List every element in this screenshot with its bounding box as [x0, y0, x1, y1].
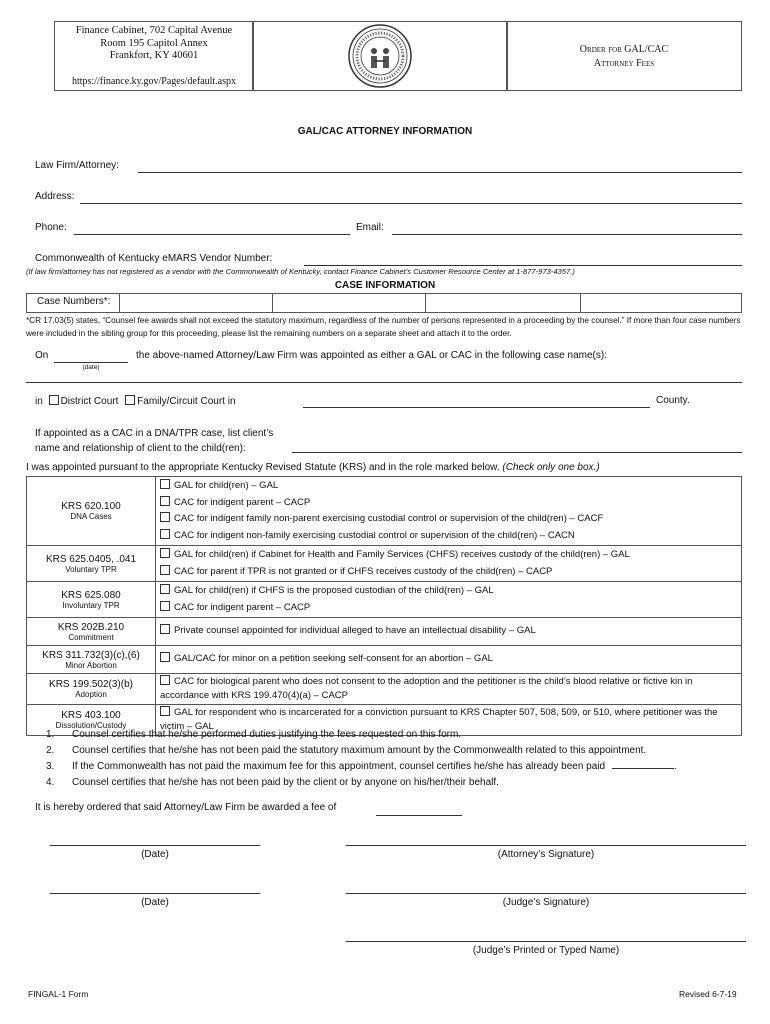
date-line-2[interactable]: [50, 893, 260, 894]
date-caption-1: (Date): [141, 849, 169, 860]
option-checkbox[interactable]: [160, 548, 170, 558]
krs-statute: KRS 620.100: [61, 501, 121, 512]
krs-statute-cell: [27, 582, 156, 618]
krs-option[interactable]: Private counsel appointed for individual alleged to have an intellectual disability – GAL: [160, 623, 737, 640]
krs-statute-cell: [27, 674, 156, 705]
prior-payment-field[interactable]: [612, 758, 674, 769]
krs-statute: KRS 199.502(3)(b): [49, 679, 133, 690]
krs-row: [27, 546, 742, 582]
option-checkbox[interactable]: [160, 496, 170, 506]
phone-field[interactable]: [74, 234, 350, 235]
krs-option[interactable]: CAC for biological parent who does not consent to the adoption and the petitioner is the child’s blood relative or fictive kin in accordance with KRS 199.470(4)(a) – CACP: [160, 676, 693, 701]
krs-row: [27, 674, 742, 705]
certifications-list: [46, 727, 746, 790]
option-checkbox[interactable]: [160, 601, 170, 611]
header-seal-box: [252, 21, 508, 91]
krs-case-type: Commitment: [68, 632, 114, 642]
form-title-line1: Order for GAL/CAC: [579, 44, 669, 55]
case-number-field[interactable]: [426, 294, 581, 312]
law-firm-field[interactable]: [138, 172, 742, 173]
certification-item: 3. If the Commonwealth has not paid the maximum fee for this appointment, counsel certifies he/she has already been paid .: [46, 758, 746, 775]
case-number-field[interactable]: [120, 294, 273, 312]
krs-row: [27, 582, 742, 618]
krs-option[interactable]: CAC for indigent family non-parent exercising custodial control or supervision of the child(ren) – CACF: [160, 511, 737, 528]
address-block: [55, 25, 253, 63]
finance-url[interactable]: https://finance.ky.gov/Pages/default.aspx: [71, 76, 237, 87]
vendor-note: (If law firm/attorney has not registered as a vendor with the Commonwealth of Kentucky, contact Finance Cabinet’s Customer Resource Center at 1-877-973-4357.): [26, 267, 575, 276]
header-title-box: [506, 21, 742, 91]
krs-case-type: Adoption: [75, 690, 107, 699]
krs-option[interactable]: CAC for indigent parent – CACP: [160, 600, 737, 617]
option-checkbox[interactable]: [160, 675, 170, 685]
revision-date: Revised 6-7-19: [679, 989, 737, 999]
case-numbers-table: [26, 293, 742, 313]
option-checkbox[interactable]: [160, 706, 170, 716]
attorney-signature-caption: (Attorney’s Signature): [497, 849, 595, 860]
district-court-label: District Court: [60, 396, 119, 407]
case-name-field[interactable]: [26, 382, 742, 383]
krs-option[interactable]: GAL for child(ren) – GAL: [160, 478, 737, 495]
certification-item: 1. Counsel certifies that he/she performed duties justifying the fees requested on this form.: [46, 729, 462, 740]
krs-option[interactable]: GAL for child(ren) if CHFS is the proposed custodian of the child(ren) – GAL: [160, 583, 737, 600]
dna-client-field[interactable]: [292, 452, 742, 453]
option-checkbox[interactable]: [160, 624, 170, 634]
address-line: Room 195 Capitol Annex: [100, 37, 208, 49]
krs-intro-note: (Check only one box.): [502, 462, 600, 473]
court-line: [35, 395, 236, 407]
date-caption: (date): [82, 364, 100, 371]
email-field[interactable]: [392, 234, 742, 235]
form-title: [507, 43, 741, 71]
family-court-checkbox[interactable]: [125, 395, 135, 405]
option-checkbox[interactable]: [160, 512, 170, 522]
option-checkbox[interactable]: [160, 479, 170, 489]
dna-client-line1: If appointed as a CAC in a DNA/TPR case, list client’s: [35, 428, 274, 439]
certification-item: 2. Counsel certifies that he/she has not been paid the statutory maximum amount by the Commonwealth related to this appointment.: [46, 744, 647, 756]
fee-amount-field[interactable]: [376, 815, 462, 816]
law-firm-label: Law Firm/Attorney:: [35, 160, 119, 171]
address-label: Address:: [35, 191, 75, 202]
on-label: On: [35, 350, 49, 361]
header-address-box: [54, 21, 254, 91]
krs-case-type: DNA Cases: [70, 512, 112, 521]
dna-client-line2: name and relationship of client to the child(ren):: [35, 443, 246, 454]
krs-row: [27, 477, 742, 546]
krs-case-type: Dissolution/Custody: [55, 721, 127, 730]
krs-options-cell: [156, 546, 742, 582]
krs-option[interactable]: GAL for respondent who is incarcerated for a conviction pursuant to KRS Chapter 507, 508, 509, or 510, where petitioner was the victim – GAL: [160, 707, 718, 732]
address-line: Finance Cabinet, 702 Capital Avenue: [75, 25, 233, 36]
kentucky-seal-icon: [347, 23, 413, 89]
judge-name-line[interactable]: [346, 941, 746, 942]
county-field[interactable]: [303, 407, 650, 408]
krs-option[interactable]: GAL/CAC for minor on a petition seeking self-consent for an abortion – GAL: [160, 651, 737, 668]
case-footnote: *CR 17.03(5) states, “Counsel fee awards shall not exceed the statutory maximum, regardless of the number of persons represented in a proceeding by the counsel.” If more than four case numbers were included in the sibling group for this proceeding, please list the remaining numbers on a separate sheet and attach it to the order.: [26, 316, 741, 338]
order-text: It is hereby ordered that said Attorney/Law Firm be awarded a fee of: [35, 802, 337, 813]
certification-item: 4. Counsel certifies that he/she has not been paid by the client or by anyone on his/her/their behalf.: [46, 776, 499, 788]
form-title-line2: Attorney Fees: [593, 58, 655, 69]
option-checkbox[interactable]: [160, 584, 170, 594]
case-number-field[interactable]: [581, 294, 741, 312]
krs-options-cell: [156, 477, 742, 546]
krs-statute-cell: [27, 477, 156, 546]
judge-signature-caption: (Judge’s Signature): [502, 897, 590, 908]
krs-statute: KRS 403.100: [61, 710, 121, 721]
krs-options-cell: [156, 582, 742, 618]
attorney-signature-line[interactable]: [346, 845, 746, 846]
krs-option[interactable]: CAC for indigent parent – CACP: [160, 495, 737, 512]
appointment-date-field[interactable]: [54, 362, 128, 363]
email-label: Email:: [356, 222, 384, 233]
krs-statute: KRS 311.732(3)(c),(6): [42, 649, 140, 661]
krs-options-cell: [156, 646, 742, 674]
county-label: County.: [656, 395, 690, 406]
case-number-field[interactable]: [273, 294, 426, 312]
krs-option[interactable]: GAL for child(ren) if Cabinet for Health and Family Services (CHFS) receives custody of the child(ren) – GAL: [160, 547, 737, 564]
option-checkbox[interactable]: [160, 652, 170, 662]
option-checkbox[interactable]: [160, 565, 170, 575]
case-section-heading: CASE INFORMATION: [334, 280, 436, 291]
krs-statute-cell: [27, 646, 156, 674]
date-caption-2: (Date): [141, 897, 169, 908]
family-court-label: Family/Circuit Court in: [137, 396, 236, 407]
krs-options-cell: [156, 618, 742, 646]
address-line: Frankfort, KY 40601: [109, 50, 199, 61]
krs-option[interactable]: CAC for parent if TPR is not granted or if CHFS receives custody of the child(ren) – CACP: [160, 564, 737, 581]
address-field[interactable]: [80, 203, 742, 204]
krs-statute-cell: [27, 546, 156, 582]
in-label: in: [35, 396, 43, 407]
krs-case-type: Involuntary TPR: [62, 600, 120, 610]
krs-intro: I was appointed pursuant to the appropriate Kentucky Revised Statute (KRS) and in the role marked below. (Check only one box.): [26, 462, 600, 473]
krs-row: [27, 646, 742, 674]
judge-signature-line[interactable]: [346, 893, 746, 894]
date-line-1[interactable]: [50, 845, 260, 846]
krs-case-type: Voluntary TPR: [65, 564, 117, 574]
option-checkbox[interactable]: [160, 529, 170, 539]
krs-statute: KRS 625.080: [61, 589, 121, 601]
judge-name-caption: (Judge’s Printed or Typed Name): [472, 945, 620, 956]
vendor-field[interactable]: [304, 265, 742, 266]
krs-statute-cell: [27, 618, 156, 646]
krs-options-cell: [156, 674, 742, 705]
attorney-section-heading: GAL/CAC ATTORNEY INFORMATION: [297, 126, 473, 137]
district-court-checkbox[interactable]: [49, 395, 59, 405]
krs-row: [27, 618, 742, 646]
krs-case-type: Minor Abortion: [65, 660, 117, 670]
krs-option[interactable]: CAC for indigent non-family exercising custodial control or supervision of the child(ren) – CACN: [160, 528, 737, 545]
dna-client-label: [35, 426, 273, 456]
krs-statute: KRS 625.0405, .041: [45, 553, 137, 565]
krs-table: [26, 476, 742, 736]
form-id: FINGAL-1 Form: [28, 989, 89, 999]
phone-label: Phone:: [35, 222, 67, 233]
krs-statute: KRS 202B.210: [57, 621, 125, 633]
vendor-label: Commonwealth of Kentucky eMARS Vendor Number:: [35, 253, 273, 264]
appointed-text: the above-named Attorney/Law Firm was appointed as either a GAL or CAC in the following case name(s):: [136, 350, 607, 361]
case-numbers-label: Case Numbers*:: [27, 294, 120, 312]
